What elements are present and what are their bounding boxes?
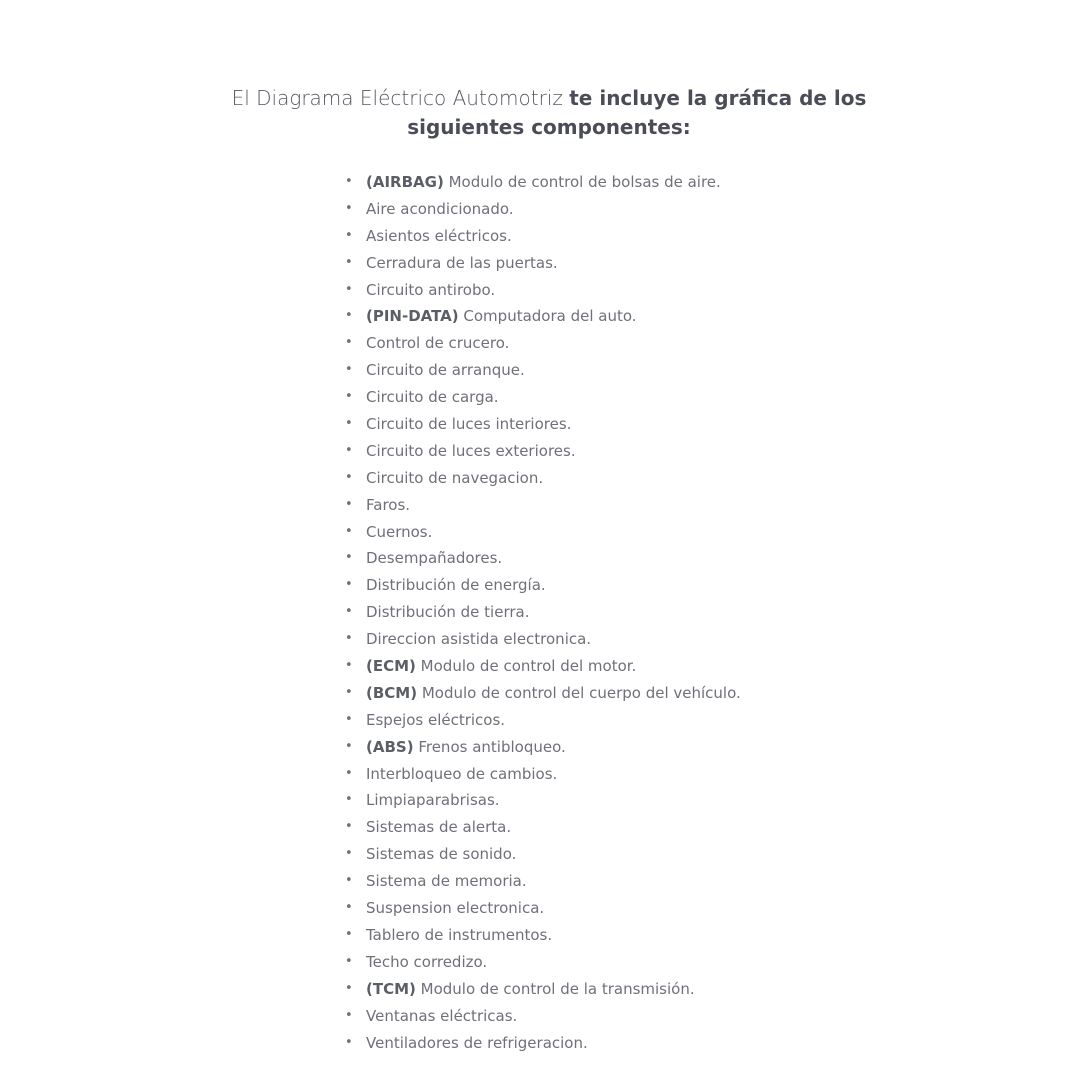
component-text: Circuito de carga. xyxy=(366,388,499,407)
bullet-icon: • xyxy=(345,577,353,593)
list-item xyxy=(344,976,741,1003)
list-item xyxy=(344,868,741,895)
bullet-icon: • xyxy=(345,631,353,647)
list-item xyxy=(344,626,741,653)
bullet-icon: • xyxy=(345,496,353,512)
page-heading xyxy=(200,84,898,142)
component-text: Cerradura de las puertas. xyxy=(366,253,558,272)
list-item xyxy=(344,787,741,814)
component-code: (BCM) xyxy=(366,683,418,702)
component-text: Espejos eléctricos. xyxy=(366,710,506,729)
list-item xyxy=(344,922,741,949)
list-item xyxy=(344,949,741,976)
bullet-icon: • xyxy=(345,469,353,485)
list-item xyxy=(344,1030,741,1057)
list-item xyxy=(344,465,741,492)
bullet-icon: • xyxy=(345,711,353,727)
component-text: Sistemas de alerta. xyxy=(366,818,512,837)
list-item xyxy=(344,169,741,196)
component-text: Asientos eléctricos. xyxy=(366,226,512,245)
component-text: Circuito de luces interiores. xyxy=(366,415,572,434)
component-text: Interbloqueo de cambios. xyxy=(366,764,558,783)
component-text: Suspension electronica. xyxy=(366,899,545,918)
component-text: Aire acondicionado. xyxy=(366,199,514,218)
component-text: Modulo de control del motor. xyxy=(415,657,637,676)
component-text: Circuito de luces exteriores. xyxy=(366,441,576,460)
component-text: Modulo de control de la transmisión. xyxy=(415,979,695,998)
bullet-icon: • xyxy=(345,1034,353,1050)
component-code: (ECM) xyxy=(366,657,416,676)
bullet-icon: • xyxy=(345,1007,353,1023)
component-text: Frenos antibloqueo. xyxy=(413,737,566,756)
list-item xyxy=(344,519,741,546)
bullet-icon: • xyxy=(345,926,353,942)
component-text: Circuito antirobo. xyxy=(366,280,496,299)
component-text: Circuito de navegacion. xyxy=(366,468,544,487)
component-text: Control de crucero. xyxy=(366,334,510,353)
component-text: Desempañadores. xyxy=(366,549,503,568)
bullet-icon: • xyxy=(345,227,353,243)
list-item xyxy=(344,357,741,384)
component-text: Modulo de control de bolsas de aire. xyxy=(443,173,721,191)
bullet-icon: • xyxy=(345,254,353,270)
component-text: Computadora del auto. xyxy=(458,307,637,326)
bullet-icon: • xyxy=(345,765,353,781)
bullet-icon: • xyxy=(345,281,353,297)
bullet-icon: • xyxy=(345,416,353,432)
list-item xyxy=(344,223,741,250)
list-item xyxy=(344,196,741,223)
list-item xyxy=(344,330,741,357)
list-item xyxy=(344,653,741,680)
heading-emphasis: te incluye la gráfica de los siguientes componentes: xyxy=(407,86,867,139)
bullet-icon: • xyxy=(345,389,353,405)
component-text: Distribución de tierra. xyxy=(366,603,530,622)
bullet-icon: • xyxy=(345,846,353,862)
list-item xyxy=(344,680,741,707)
heading-intro: El Diagrama Eléctrico Automotriz xyxy=(231,86,570,110)
bullet-icon: • xyxy=(345,200,353,216)
component-text: Sistemas de sonido. xyxy=(366,845,517,864)
component-text: Circuito de arranque. xyxy=(366,361,525,380)
component-text: Ventiladores de refrigeracion. xyxy=(366,1033,588,1052)
component-code: (AIRBAG) xyxy=(366,173,444,191)
bullet-icon: • xyxy=(345,174,353,189)
list-item xyxy=(344,707,741,734)
component-text: Ventanas eléctricas. xyxy=(366,1006,518,1025)
component-text: Sistema de memoria. xyxy=(366,872,527,891)
list-item xyxy=(344,277,741,304)
bullet-icon: • xyxy=(345,335,353,351)
component-text: Tablero de instrumentos. xyxy=(366,925,553,944)
list-item xyxy=(344,814,741,841)
bullet-icon: • xyxy=(345,953,353,969)
list-item xyxy=(344,841,741,868)
component-code: (PIN-DATA) xyxy=(366,307,459,326)
component-text: Distribución de energía. xyxy=(366,576,546,595)
bullet-icon: • xyxy=(345,523,353,539)
list-item xyxy=(344,734,741,761)
component-text: Direccion asistida electronica. xyxy=(366,630,592,649)
list-item xyxy=(344,384,741,411)
component-text: Modulo de control del cuerpo del vehículo. xyxy=(417,683,741,702)
bullet-icon: • xyxy=(345,658,353,674)
bullet-icon: • xyxy=(345,873,353,889)
bullet-icon: • xyxy=(345,442,353,458)
bullet-icon: • xyxy=(345,738,353,754)
bullet-icon: • xyxy=(345,819,353,835)
bullet-icon: • xyxy=(345,980,353,996)
component-text: Faros. xyxy=(366,495,411,514)
list-item xyxy=(344,599,741,626)
component-text: Techo corredizo. xyxy=(366,952,488,971)
list-item xyxy=(344,438,741,465)
component-code: (ABS) xyxy=(366,737,414,756)
list-item xyxy=(344,492,741,519)
bullet-icon: • xyxy=(345,684,353,700)
bullet-icon: • xyxy=(345,362,353,378)
list-item xyxy=(344,1003,741,1030)
bullet-icon: • xyxy=(345,604,353,620)
bullet-icon: • xyxy=(345,550,353,566)
list-item xyxy=(344,761,741,788)
bullet-icon: • xyxy=(345,308,353,324)
list-item xyxy=(344,411,741,438)
component-code: (TCM) xyxy=(366,979,416,998)
list-item xyxy=(344,572,741,599)
bullet-icon: • xyxy=(345,900,353,916)
component-list xyxy=(344,169,741,1056)
list-item xyxy=(344,895,741,922)
bullet-icon: • xyxy=(345,792,353,808)
list-item xyxy=(344,545,741,572)
list-item xyxy=(344,250,741,277)
component-text: Limpiaparabrisas. xyxy=(366,791,500,810)
component-text: Cuernos. xyxy=(366,522,433,541)
list-item xyxy=(344,303,741,330)
